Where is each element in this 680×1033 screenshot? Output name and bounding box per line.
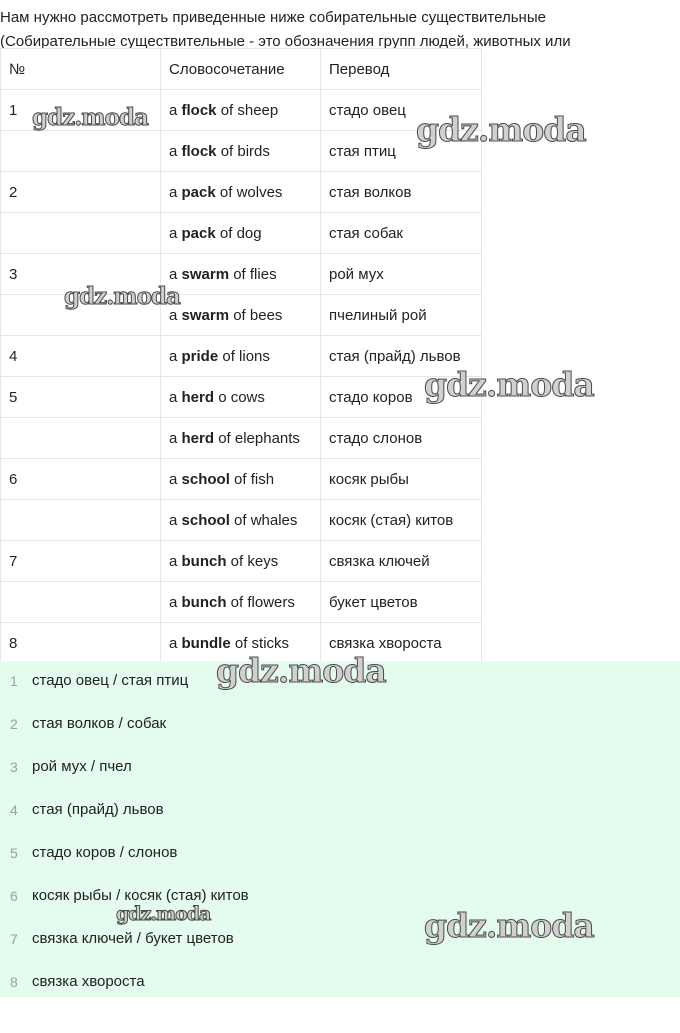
row-number: 3	[1, 254, 161, 295]
phrase-collective-noun: school	[181, 470, 230, 488]
list-item-text: стадо овец / стая птиц	[32, 672, 189, 689]
table-row	[1, 459, 482, 500]
list-item-number: 3	[10, 759, 18, 775]
phrase-article: a	[169, 101, 182, 119]
intro-line-1: Нам нужно рассмотреть приведенные ниже собирательные существительные	[0, 9, 546, 26]
row-translation: стая волков	[321, 172, 482, 213]
row-translation: косяк (стая) китов	[321, 500, 482, 541]
table-row	[1, 254, 482, 295]
row-phrase	[161, 500, 321, 541]
list-item-number: 2	[10, 716, 18, 732]
row-number: 8	[1, 623, 161, 664]
phrase-object: of keys	[226, 552, 279, 570]
table-row	[1, 500, 482, 541]
intro-line-2: (Собирательные существительные - это обозначения групп людей, животных или	[0, 33, 571, 48]
row-phrase	[161, 541, 321, 582]
row-phrase	[161, 295, 321, 336]
row-translation: связка ключей	[321, 541, 482, 582]
row-translation: рой мух	[321, 254, 482, 295]
phrase-collective-noun: bunch	[181, 552, 227, 570]
list-item-number: 7	[10, 931, 18, 947]
phrase-collective-noun: flock	[181, 101, 217, 119]
row-number: 1	[1, 90, 161, 131]
phrase-collective-noun: swarm	[181, 306, 230, 324]
table-row	[1, 295, 482, 336]
list-item-text: стая волков / собак	[32, 715, 167, 732]
phrase-article: a	[169, 511, 182, 529]
table-row	[1, 418, 482, 459]
list-item-text: стадо коров / слонов	[32, 844, 178, 861]
phrase-object: of dog	[215, 224, 262, 242]
phrase-object: of bees	[229, 306, 283, 324]
row-number: 6	[1, 459, 161, 500]
phrase-collective-noun: herd	[181, 388, 215, 406]
phrase-object: of elephants	[214, 429, 300, 447]
row-translation: стая (прайд) львов	[321, 336, 482, 377]
phrase-article: a	[169, 142, 182, 160]
table-row	[1, 582, 482, 623]
row-translation: стадо слонов	[321, 418, 482, 459]
watermark: gdz.moda	[64, 283, 180, 310]
phrase-collective-noun: bundle	[181, 634, 231, 652]
table-row	[1, 213, 482, 254]
table-row	[1, 172, 482, 213]
row-phrase	[161, 213, 321, 254]
header-translation: Перевод	[321, 49, 482, 90]
row-translation: пчелиный рой	[321, 295, 482, 336]
table-row	[1, 131, 482, 172]
phrase-object: o cows	[214, 388, 265, 406]
phrase-article: a	[169, 593, 182, 611]
table-body	[1, 90, 482, 664]
list-item-number: 1	[10, 673, 18, 689]
phrase-collective-noun: herd	[181, 429, 215, 447]
phrase-object: of sticks	[230, 634, 290, 652]
answer-block	[0, 661, 680, 997]
header-phrase: Словосочетание	[161, 49, 321, 90]
phrase-article: a	[169, 224, 182, 242]
phrase-object: of fish	[229, 470, 275, 488]
phrase-article: a	[169, 183, 182, 201]
table-row	[1, 377, 482, 418]
phrase-collective-noun: school	[181, 511, 230, 529]
row-phrase	[161, 418, 321, 459]
list-item-number: 6	[10, 888, 18, 904]
phrase-object: of birds	[216, 142, 270, 160]
phrase-collective-noun: bunch	[181, 593, 227, 611]
watermark: gdz.moda	[32, 104, 148, 131]
table-header-row	[1, 49, 482, 90]
row-phrase	[161, 254, 321, 295]
row-phrase	[161, 623, 321, 664]
watermark: gdz.moda	[424, 365, 594, 404]
table-row	[1, 541, 482, 582]
row-phrase	[161, 336, 321, 377]
row-phrase	[161, 582, 321, 623]
phrase-article: a	[169, 265, 182, 283]
row-translation: букет цветов	[321, 582, 482, 623]
row-number: 2	[1, 172, 161, 213]
row-phrase	[161, 90, 321, 131]
row-number	[1, 295, 161, 336]
phrase-article: a	[169, 388, 182, 406]
row-translation: стадо овец	[321, 90, 482, 131]
list-item-text: связка ключей / букет цветов	[32, 930, 234, 947]
row-translation: стая птиц	[321, 131, 482, 172]
row-phrase	[161, 172, 321, 213]
list-item-number: 5	[10, 845, 18, 861]
row-phrase	[161, 377, 321, 418]
row-number	[1, 582, 161, 623]
row-translation: связка хвороста	[321, 623, 482, 664]
row-number	[1, 500, 161, 541]
phrase-article: a	[169, 306, 182, 324]
watermark: gdz.moda	[424, 906, 594, 945]
phrase-object: of sheep	[216, 101, 279, 119]
phrase-collective-noun: pack	[181, 224, 216, 242]
phrase-collective-noun: pack	[181, 183, 216, 201]
row-translation: стая собак	[321, 213, 482, 254]
phrase-article: a	[169, 347, 182, 365]
row-translation: стадо коров	[321, 377, 482, 418]
table-row	[1, 336, 482, 377]
list-item-text: косяк рыбы / косяк (стая) китов	[32, 887, 249, 904]
phrase-object: of whales	[229, 511, 298, 529]
phrase-object: of flies	[229, 265, 277, 283]
watermark: gdz.moda	[416, 110, 586, 149]
list-item-text: связка хвороста	[32, 973, 145, 990]
watermark: gdz.moda	[116, 903, 211, 925]
collective-nouns-table	[0, 48, 482, 664]
intro-text	[0, 6, 680, 48]
row-number: 4	[1, 336, 161, 377]
header-number: №	[1, 49, 161, 90]
phrase-article: a	[169, 552, 182, 570]
row-number	[1, 131, 161, 172]
phrase-article: a	[169, 634, 182, 652]
row-number: 5	[1, 377, 161, 418]
row-number	[1, 213, 161, 254]
phrase-collective-noun: flock	[181, 142, 217, 160]
list-item-text: стая (прайд) львов	[32, 801, 164, 818]
phrase-object: of lions	[218, 347, 270, 365]
table-row	[1, 90, 482, 131]
phrase-collective-noun: pride	[181, 347, 219, 365]
phrase-object: of flowers	[226, 593, 295, 611]
list-item-number: 8	[10, 974, 18, 990]
phrase-article: a	[169, 429, 182, 447]
phrase-article: a	[169, 470, 182, 488]
watermark: gdz.moda	[216, 651, 386, 690]
list-item-text: рой мух / пчел	[32, 758, 132, 775]
table-row	[1, 623, 482, 664]
row-phrase	[161, 459, 321, 500]
row-translation: косяк рыбы	[321, 459, 482, 500]
phrase-object: of wolves	[215, 183, 283, 201]
row-phrase	[161, 131, 321, 172]
row-number: 7	[1, 541, 161, 582]
row-number	[1, 418, 161, 459]
list-item-number: 4	[10, 802, 18, 818]
phrase-collective-noun: swarm	[181, 265, 230, 283]
